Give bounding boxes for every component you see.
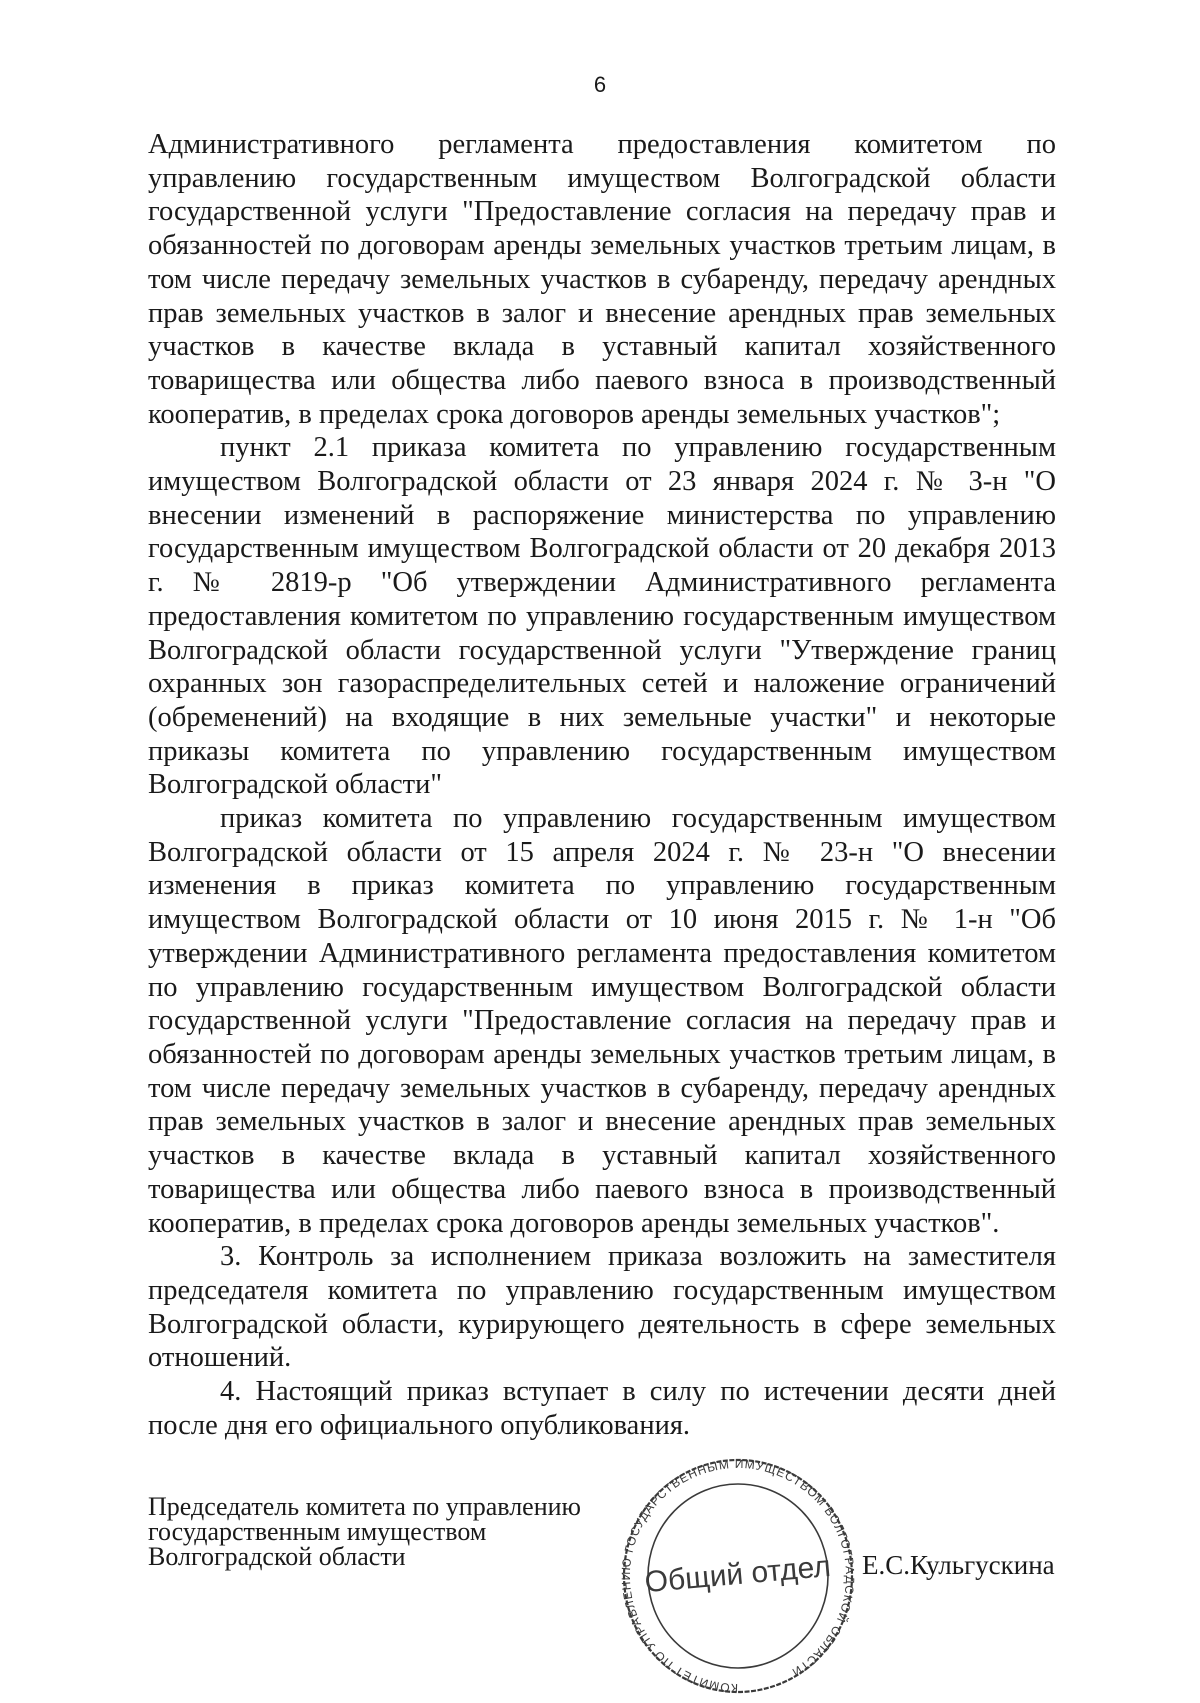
signature-block [148, 1494, 581, 1569]
official-stamp [618, 1448, 858, 1698]
paragraph-entry-into-force: 4. Настоящий приказ вступает в силу по истечении десяти дней после дня его официального опубликования. [148, 1376, 1056, 1441]
paragraph-order-23n: приказ комитета по управлению государственным имуществом Волгоградской области от 15 апреля 2024 г. № 23-н "О внесении изменения в приказ комитета по управлению государственным имуществом Волгоградской области от 10 июня 2015 г. № 1-н "Об утверждении Административного регламента предоставления комитетом по управлению государственным имуществом Волгоградской области государственной услуги "Предоставление согласия на передачу прав и обязанностей по договорам аренды земельных участков третьим лицам, в том числе передачу земельных участков в субаренду, передачу арендных прав земельных участков в залог и внесение арендных прав земельных участков в качестве вклада в уставный капитал хозяйственного товарищества или общества либо паевого взноса в производственный кооператив, в пределах срока договоров аренды земельных участков". [148, 803, 1056, 1239]
paragraph-control: 3. Контроль за исполнением приказа возложить на заместителя председателя комитета по управлению государственным имуществом Волгоградской области, курирующего деятельность в сфере земельных отношений. [148, 1241, 1056, 1374]
paragraph-clause-2-1: пункт 2.1 приказа комитета по управлению государственным имуществом Волгоградской области от 23 января 2024 г. № 3-н "О внесении изменений в распоряжение министерства по управлению государственным имуществом Волгоградской области от 20 декабря 2013 г. № 2819-р "Об утверждении Административного регламента предоставления комитетом по управлению государственным имуществом Волгоградской области государственной услуги "Утверждение границ охранных зон газораспределительных сетей и наложение ограничений (обременений) на входящие в них земельные участки" и некоторые приказы комитета по управлению государственным имуществом Волгоградской области" [148, 432, 1056, 801]
signatory-title-line-3: Волгоградской области [148, 1542, 406, 1571]
document-body [148, 128, 1056, 1442]
stamp-seal-icon [618, 1448, 858, 1698]
paragraph-regulation-continuation: Административного регламента предоставления комитетом по управлению государственным имуществом Волгоградской области государственной услуги "Предоставление согласия на передачу прав и обязанностей по договорам аренды земельных участков третьим лицам, в том числе передачу земельных участков в субаренду, передачу арендных прав земельных участков в залог и внесение арендных прав земельных участков в качестве вклада в уставный капитал хозяйственного товарищества или общества либо паевого взноса в производственный кооператив, в пределах срока договоров аренды земельных участков"; [148, 129, 1056, 430]
stamp-center-text: Общий отдел [643, 1549, 833, 1600]
signatory-title-line-1: Председатель комитета по управлению [148, 1492, 581, 1521]
signatory-title-line-2: государственным имуществом [148, 1517, 487, 1546]
page-number: 6 [593, 72, 607, 97]
signatory-name: Е.С.Кульгускина [862, 1550, 1055, 1580]
stamp-ring-text: КОМИТЕТ ПО УПРАВЛЕНИЮ ГОСУДАРСТВЕННЫМ ИМУЩЕСТВОМ ВОЛГОГРАДСКОЙ ОБЛАСТИ [618, 1456, 858, 1696]
